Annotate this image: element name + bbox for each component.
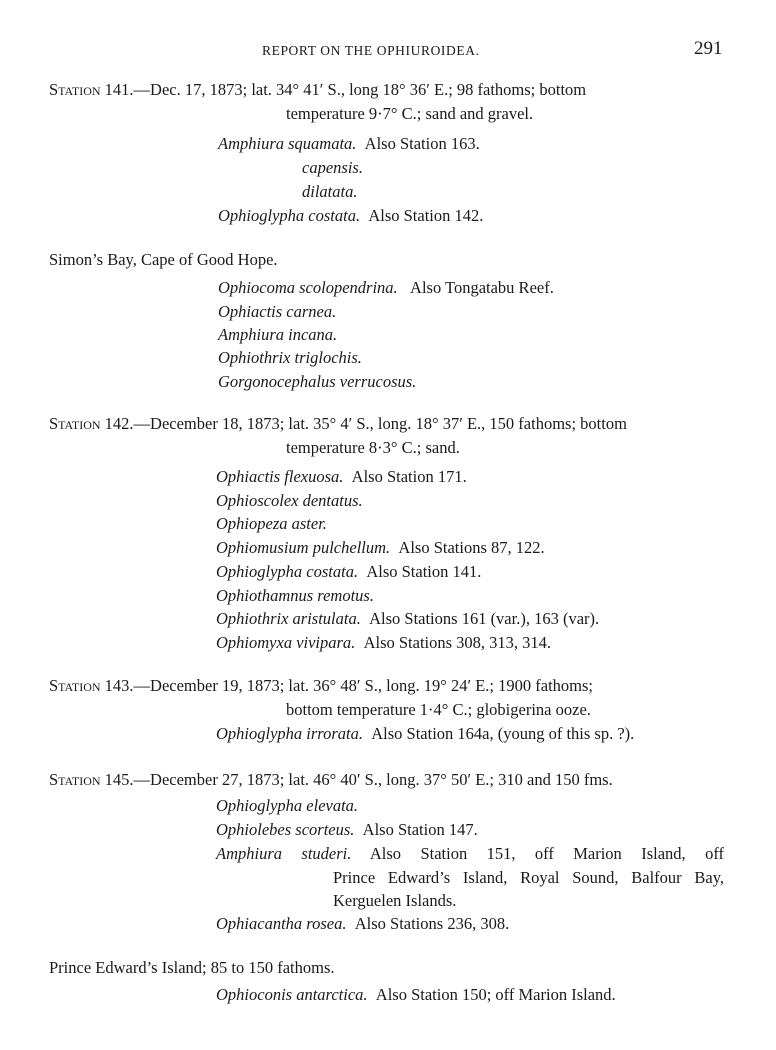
station-details: 142.—December 18, 1873; lat. 35° 4′ S., long. 18° 37′ E., 150 fathoms; bottom [104, 414, 627, 433]
species-entry: Ophioconis antarctica. Also Station 150; off Marion Island. [216, 985, 616, 1004]
species-entry: Ophiomusium pulchellum. Also Stations 87, 122. [216, 538, 545, 557]
locality-heading: Simon’s Bay, Cape of Good Hope. [49, 250, 278, 269]
species-entry: Amphiura incana. [218, 325, 338, 344]
station-143-heading [49, 676, 593, 696]
station-details: 141.—Dec. 17, 1873; lat. 34° 41′ S., long 18° 36′ E.; 98 fathoms; bottom [104, 80, 587, 99]
station-141-heading [49, 80, 586, 100]
species-note-continuation: Kerguelen Islands. [333, 891, 457, 910]
station-142-continuation: temperature 8·3° C.; sand. [286, 438, 460, 457]
locality-heading: Prince Edward’s Island; 85 to 150 fathoms. [49, 958, 335, 977]
species-entry: Ophiothrix triglochis. [218, 348, 362, 367]
species-entry: Ophioglypha costata. Also Station 142. [218, 206, 484, 225]
species-entry: Ophiomyxa vivipara. Also Stations 308, 313, 314. [216, 633, 552, 652]
species-entry: Ophioglypha irrorata. Also Station 164a, (young of this sp. ?). [216, 724, 635, 743]
species-entry: Ophiacantha rosea. Also Stations 236, 308. [216, 914, 510, 933]
species-entry: Ophioscolex dentatus. [216, 491, 363, 510]
species-entry: Ophiopeza aster. [216, 514, 327, 533]
species-entry: Amphiura squamata. Also Station 163. [218, 134, 480, 153]
station-label: Station [49, 80, 101, 99]
station-details: 143.—December 19, 1873; lat. 36° 48′ S., long. 19° 24′ E.; 1900 fathoms; [104, 676, 593, 695]
station-141-continuation: temperature 9·7° C.; sand and gravel. [286, 104, 534, 123]
species-entry: dilatata. [302, 182, 358, 201]
station-label: Station [49, 676, 101, 695]
species-entry: Ophiothrix aristulata. Also Stations 161 (var.), 163 (var). [216, 609, 600, 628]
species-entry: Ophiactis carnea. [218, 302, 337, 321]
page-number: 291 [694, 38, 723, 59]
species-entry: capensis. [302, 158, 363, 177]
species-entry: Ophioglypha elevata. [216, 796, 359, 815]
species-entry: Amphiura studeri. Also Station 151, off Marion Island, off [216, 844, 725, 863]
running-header: REPORT ON THE OPHIUROIDEA. [262, 43, 480, 58]
species-entry: Ophiocoma scolopendrina. Also Tongatabu Reef. [218, 278, 554, 297]
station-142-heading [49, 414, 627, 434]
station-label: Station [49, 770, 101, 789]
species-note-continuation: Prince Edward’s Island, Royal Sound, Balfour Bay, [333, 868, 724, 887]
species-entry: Ophiactis flexuosa. Also Station 171. [216, 467, 467, 486]
species-entry: Ophiothamnus remotus. [216, 586, 374, 605]
station-label: Station [49, 414, 101, 433]
station-143-continuation: bottom temperature 1·4° C.; globigerina ooze. [286, 700, 591, 719]
station-details: 145.—December 27, 1873; lat. 46° 40′ S., long. 37° 50′ E.; 310 and 150 fms. [104, 770, 613, 789]
species-entry: Ophiolebes scorteus. Also Station 147. [216, 820, 478, 839]
station-145-heading [49, 770, 613, 790]
species-entry: Gorgonocephalus verrucosus. [218, 372, 417, 391]
species-entry: Ophioglypha costata. Also Station 141. [216, 562, 482, 581]
